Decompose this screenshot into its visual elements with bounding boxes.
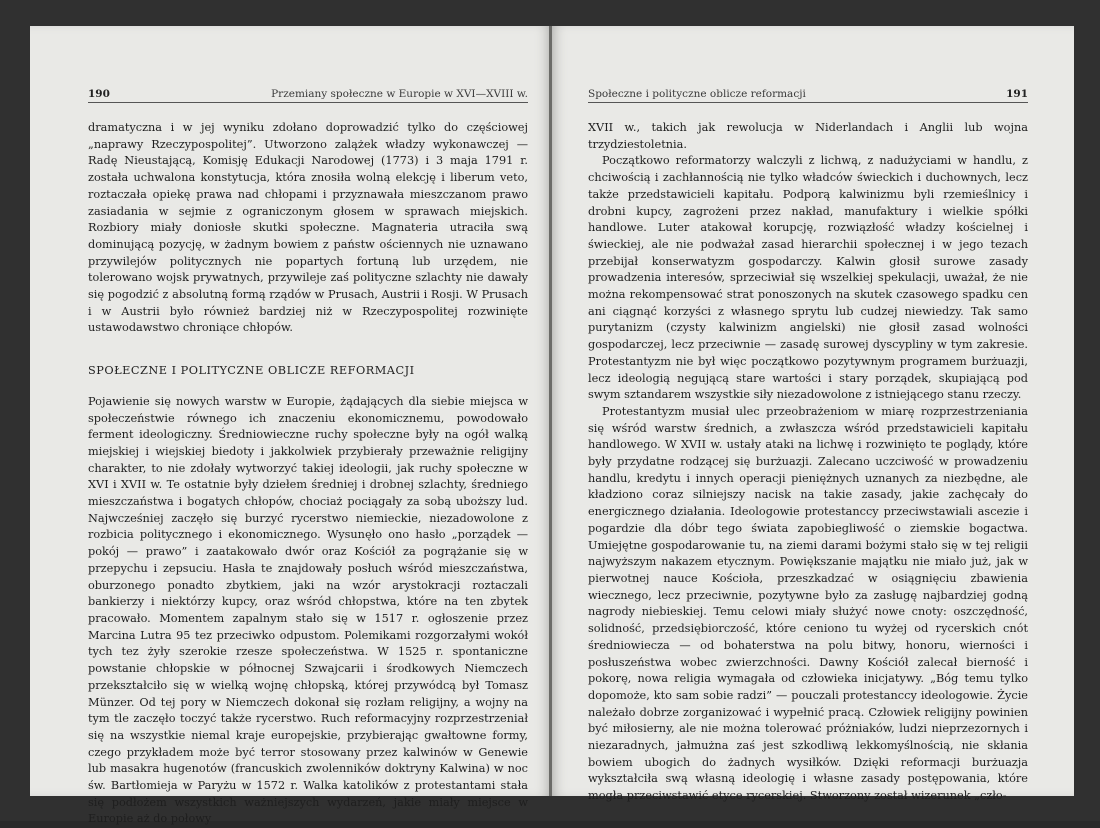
right-paragraph-3: Protestantyzm musiał ulec przeobrażeniom w miarę rozprzestrzeniania się wśród warstw średnich, a zwłaszcza wśród przedstawicieli kapitału handlowego. W XVII w. ustały ataki na lichwę i rozwinięto te poglądy, które były przydatne rodzącej się burżuazji. Zalecano uczciwość w prowadzeniu handlu, kredytu i innych operacji pieniężnych uznanych za niezbędne, ale kładziono coraz silniejszy nacisk na takie zasady, jakie zachęcały do energicznego działania. Ideologowie protestanccy przeciwstawiali ascezie i pogardzie dla dóbr tego świata zapobiegliwość o ziemskie bogactwa. Umiejętne gospodarowanie tu, na ziemi darami bożymi stało się w tej religii najwyższym nakazem etycznym. Powiększanie majątku nie miało już, jak w pierwotnej nauce Kościoła, przeszkadzać w osiągnięciu zbawienia wiecznego, lecz przeciwnie, pozytywne było za zasługę najbardziej godną nagrody niebieskiej. Temu celowi miały służyć nowe cnoty: oszczędność, solidność, przedsiębiorczość, które ceniono tu wyżej od rycerskich cnót średniowiecza — od bohaterstwa na polu bitwy, honoru, wierności i posłuszeństwa wobec zwierzchności. Dawny Kościół zalecał bierność i pokorę, nowa religia wymagała od człowieka inicjatywy. „Bóg temu tylko dopomoże, kto sam sobie radzi” — pouczali protestanccy ideologowie. Życie należało dobrze zorganizować i wypełnić pracą. Człowiek religijny powinien być miłosierny, ale nie można tolerować próżniaków, ludzi nieprzezornych i niezaradnych, jałmużna zaś jest szkodliwą lekkomyślnością, nie skłania bowiem ubogich do żadnych wysiłków. Dzięki reformacji burżuazja wykształciła swą własną ideologię i własne zasady postępowania, które mogła przeciwstawić etyce rycerskiej. Stworzony został wizerunek „czło- — [588, 404, 1028, 803]
left-page-number: 190 — [88, 88, 110, 100]
right-body-text — [588, 120, 1028, 805]
right-paragraph-2: Początkowo reformatorzy walczyli z lichwą, z nadużyciami w handlu, z chciwością i zachłannością nie tylko władców świeckich i duchownych, lecz także przedstawicieli kapitału. Podporą kalwinizmu byli rzemieślnicy i drobni kupcy, zagrożeni przez nakład, manufaktury i wielkie spółki handlowe. Luter atakował korupcję, rozwiązłość władzy kościelnej i świeckiej, ale nie podważał zasad hierarchii społecznej i w jego tezach przebijał konserwatyzm gospodarczy. Kalwin głosił surowe zasady prowadzenia interesów, sprzeciwiał się wszelkiej spekulacji, uważał, że nie można rekompensować strat ponoszonych na skutek czasowego spadku cen ani ciągnąć korzyści z własnego sprytu lub cudzej niewiedzy. Tak samo purytanizm (czysty kalwinizm angielski) nie głosił zasad wolności gospodarczej, lecz przeciwnie — zasadę surowej dyscypliny w tym zakresie. Protestantyzm nie był więc początkowo pozytywnym programem burżuazji, lecz ideologią negującą stare wartości i stary porządek, skupiającą pod swym sztandarem wszystkie siły niezadowolone z istniejącego stanu rzeczy. — [588, 154, 1028, 402]
section-heading: SPOŁECZNE I POLITYCZNE OBLICZE REFORMACJI — [88, 364, 415, 378]
right-running-head-title: Społeczne i polityczne oblicze reformacji — [588, 88, 806, 100]
right-page-number: 191 — [1006, 88, 1028, 100]
left-running-header — [88, 88, 528, 100]
left-body-text — [88, 120, 528, 828]
left-running-head-title: Przemiany społeczne w Europie w XVI—XVIII w. — [271, 88, 528, 100]
right-page — [552, 26, 1074, 803]
right-running-header — [588, 88, 1028, 100]
left-paragraph-1: dramatyczna i w jej wyniku zdołano doprowadzić tylko do częściowej „naprawy Rzeczypospolitej”. Utworzono zalążek władzy wykonawczej — Radę Nieustającą, Komisję Edukacji Narodowej (1773) i 3 maja 1791 r. została uchwalona konstytucja, która znosiła wolną elekcję i liberum veto, roztaczała opiekę prawa nad chłopami i przyznawała mieszczanom prawo zasiadania w sejmie z ograniczonym głosem w sprawach miejskich. Rozbiory miały doniosłe skutki społeczne. Magnateria utraciła swą dominującą pozycję, w żadnym bowiem z państw ościennych nie uznawano przywilejów politycznych nie popartych fortuną lub urzędem, nie tolerowano wojsk prywatnych, przywileje zaś polityczne szlachty nie dawały się pogodzić z absolutną formą rządów w Prusach, Austrii i Rosji. W Prusach i w Austrii było również bardziej niż w Rzeczypospolitej rozwinięte ustawodawstwo chroniące chłopów. — [88, 121, 528, 335]
left-header-rule — [88, 102, 528, 103]
left-page — [30, 26, 550, 826]
left-paragraph-2: Pojawienie się nowych warstw w Europie, żądających dla siebie miejsca w społeczeństwie równego ich znaczeniu ekonomicznemu, powodowało ferment ideologiczny. Średniowieczne ruchy społeczne były na ogół walką miejskiej i wiejskiej biedoty i jakkolwiek przybierały przeważnie religijny charakter, to nie zdołały wytworzyć takiej ideologii, jak ruchy społeczne w XVI i XVII w. Te ostatnie były dziełem średniej i drobnej szlachty, średniego mieszczaństwa i bogatych chłopów, chociaż pociągały za sobą uboższy lud. Najwcześniej zaczęło się burzyć rycerstwo niemieckie, niezadowolone z rozbicia politycznego i ekonomicznego. Wysunęło ono hasło „porządek — pokój — prawo” i zaatakowało dwór oraz Kościół za pogrążanie się w przepychu i zepsuciu. Hasła te znajdowały posłuch wśród mieszczaństwa, oburzonego ponadto zbytkiem, jaki na wzór arystokracji roztaczali bankierzy i niektórzy kupcy, oraz wśród chłopstwa, które na ten zbytek pracowało. Momentem zapalnym stało się w 1517 r. ogłoszenie przez Marcina Lutra 95 tez przeciwko odpustom. Polemikami rozgorzałymi wokół tych tez żyły szerokie rzesze społeczeństwa. W 1525 r. spontaniczne powstanie chłopskie w północnej Szwajcarii i środkowych Niemczech przekształciło się w wielką wojnę chłopską, której przywódcą był Tomasz Münzer. Od tej pory w Niemczech dokonał się rozłam religijny, a wojny na tym tle zaczęło toczyć także rycerstwo. Ruch reformacyjny rozprzestrzeniał się na wszystkie niemal kraje europejskie, przybierając gwałtowne formy, czego przykładem może być terror stosowany przez kalwinów w Genewie lub masakra hugenotów (francuskich zwolenników doktryny Kalwina) w noc św. Bartłomieja w Paryżu w 1572 r. Walka katolików z protestantami stała się podłożem wszystkich ważniejszych wydarzeń, jakie miały miejsce w Europie aż do połowy — [88, 394, 528, 826]
right-header-rule — [588, 102, 1028, 103]
right-paragraph-1: XVII w., takich jak rewolucja w Niderlandach i Anglii lub wojna trzydziestoletnia. — [588, 121, 1028, 151]
